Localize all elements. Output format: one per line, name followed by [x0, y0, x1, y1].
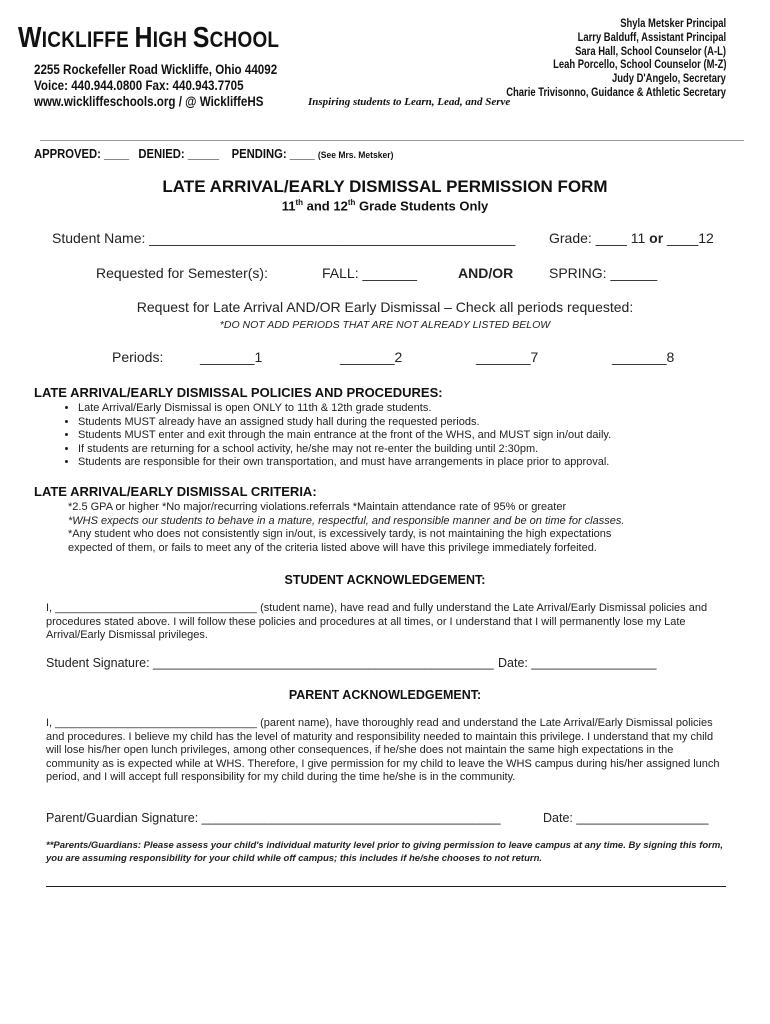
school-phone-fax: Voice: 440.944.0800 Fax: 440.943.7705: [34, 78, 244, 93]
school-address: 2255 Rockefeller Road Wickliffe, Ohio 44092: [34, 62, 278, 77]
criteria-heading: LATE ARRIVAL/EARLY DISMISSAL CRITERIA:: [34, 484, 317, 499]
fall-field[interactable]: FALL: _______: [322, 265, 417, 281]
staff-secretary: Judy D'Angelo, Secretary: [612, 73, 726, 85]
staff-principal: Shyla Metsker Principal: [620, 18, 726, 30]
student-ack-text: I, _________________________________ (student name), have read and fully understand the Late Arrival/Early Dismissal policies and procedures stated above. I will follow these policies and procedures at all times, or I understand that I will permanently lose my Late Arrival/Early Dismissal privileges.: [46, 602, 708, 642]
periods-label: Periods:: [112, 349, 164, 365]
student-ack-heading: STUDENT ACKNOWLEDGEMENT:: [284, 573, 486, 587]
criteria-line: *WHS expects our students to behave in a mature, respectful, and responsible manner and be on time for classes.: [68, 515, 625, 527]
period-8-field[interactable]: _______8: [612, 349, 675, 365]
school-name: WICKLIFFE HIGH SCHOOL: [18, 22, 280, 54]
policies-list: [56, 402, 611, 470]
parent-ack-heading: PARENT ACKNOWLEDGEMENT:: [288, 688, 482, 702]
bottom-rule: [46, 886, 726, 887]
student-date-field[interactable]: Date: __________________: [498, 656, 657, 670]
see-note: (See Mrs. Metsker): [317, 150, 394, 161]
period-7-field[interactable]: _______7: [476, 349, 539, 365]
policies-heading: LATE ARRIVAL/EARLY DISMISSAL POLICIES AND PROCEDURES:: [34, 385, 443, 400]
list-item: • Students MUST enter and exit through the main entrance at the front of the WHS, and MUST sign in/out daily.: [78, 429, 611, 443]
school-motto: Inspiring students to Learn, Lead, and Serve: [308, 96, 511, 108]
parent-disclaimer: **Parents/Guardians: Please assess your child's individual maturity level prior to giving permission to leave campus at any time. By signing this form, you are assuming responsibility for your child while off campus; this includes if he/she chooses to not return.: [46, 840, 723, 864]
spring-field[interactable]: SPRING: ______: [549, 265, 658, 281]
grade-field[interactable]: Grade: ____ 11 or ____12: [549, 230, 714, 246]
criteria-line: *2.5 GPA or higher *No major/recurring violations.referrals *Maintain attendance rate of 95% or greater: [68, 501, 567, 513]
period-1-field[interactable]: _______1: [200, 349, 263, 365]
staff-counselor-m-z: Leah Porcello, School Counselor (M-Z): [552, 59, 726, 71]
school-web: www.wickliffeschools.org / @ WickliffeHS: [34, 94, 264, 109]
criteria-line: *Any student who does not consistently sign in/out, is excessively tardy, is not maintaining the high expectations: [68, 528, 612, 540]
request-instructions: Request for Late Arrival AND/OR Early Dismissal – Check all periods requested:: [136, 299, 634, 315]
denied-field[interactable]: DENIED: _____: [138, 147, 220, 161]
student-name-field[interactable]: Student Name: _______________________________________________: [52, 230, 516, 246]
parent-date-field[interactable]: Date: ___________________: [543, 811, 709, 825]
parent-signature-field[interactable]: Parent/Guardian Signature: ___________________________________________: [46, 811, 501, 825]
staff-assistant-principal: Larry Balduff, Assistant Principal: [577, 32, 726, 44]
period-2-field[interactable]: _______2: [340, 349, 403, 365]
list-item: • Late Arrival/Early Dismissal is open ONLY to 11th & 12th grade students.: [78, 402, 611, 416]
list-item: • If students are returning for a school activity, he/she may not re-enter the building until 2:30pm.: [78, 443, 611, 457]
header-divider: [40, 140, 744, 141]
list-item: • Students MUST already have an assigned study hall during the requested periods.: [78, 416, 611, 430]
pending-field[interactable]: PENDING: ____: [231, 147, 315, 161]
staff-guidance-secretary: Charie Trivisonno, Guidance & Athletic Secretary: [506, 87, 726, 99]
student-signature-field[interactable]: Student Signature: _________________________________________________: [46, 656, 494, 670]
criteria-line: expected of them, or fails to meet any of the criteria listed above will have this privilege immediately forfeited.: [68, 542, 597, 554]
form-title: LATE ARRIVAL/EARLY DISMISSAL PERMISSION FORM: [162, 177, 608, 196]
staff-counselor-a-l: Sara Hall, School Counselor (A-L): [575, 46, 726, 58]
approval-status-line: [34, 147, 393, 161]
andor-label: AND/OR: [458, 265, 514, 281]
semester-label: Requested for Semester(s):: [96, 265, 268, 281]
form-subtitle: 11th and 12th Grade Students Only: [281, 198, 489, 214]
approved-field[interactable]: APPROVED: ____: [34, 147, 130, 161]
list-item: • Students are responsible for their own transportation, and must have arrangements in place prior to approval.: [78, 456, 611, 470]
request-note: *DO NOT ADD PERIODS THAT ARE NOT ALREADY LISTED BELOW: [219, 319, 551, 331]
parent-ack-text: I, _________________________________ (parent name), have thoroughly read and understand the Late Arrival/Early Dismissal policies and procedures. I believe my child has the level of maturity and responsibility needed to maintain this privilege. I understand that my child will lose his/her open lunch privileges, among other consequences, if he/she does not maintain the same high expectations in the community as is expected while at WHS. Therefore, I give permission for my child to leave the WHS campus during his/her assigned lunch period, and I will accept full responsibility for my child during the time he/she is in the community.: [46, 717, 720, 784]
